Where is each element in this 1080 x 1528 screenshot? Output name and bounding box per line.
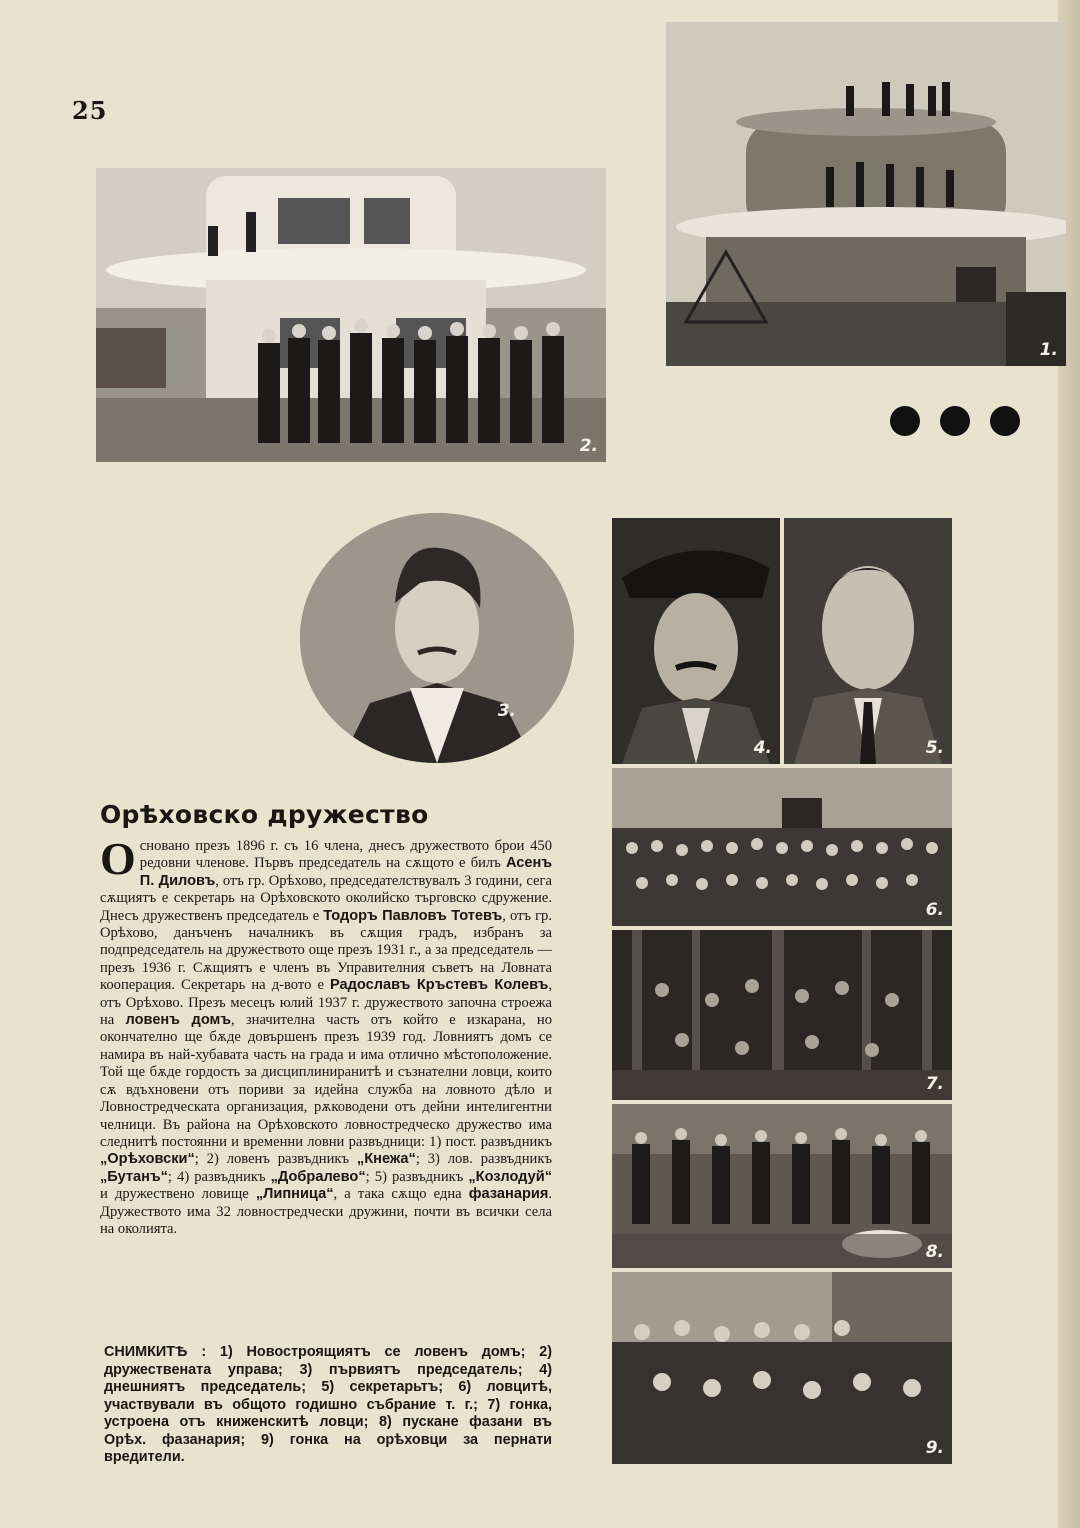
photo-number: 8.: [925, 1242, 944, 1262]
ground-lipnitsa: „Липница“: [255, 1186, 334, 1203]
reserve-kozloduy: „Козлодуй“: [468, 1168, 552, 1185]
photo-number: 6.: [925, 900, 944, 920]
photo-8-pheasant-release: [612, 1104, 952, 1268]
photo-7-hunt-knezha: [612, 930, 952, 1100]
body-text-run: и дружествено ловище: [100, 1186, 256, 1203]
body-text-run: , значителна часть отъ който е изкарана, но окончателно ще бѫде довършенъ презъ 1939 год. Ловниятъ домъ се намира въ най-хубавата часть на града и има отлично мѣстоположение. Той ще бѫде гордость за дисциплиниранитѣ и съзнателни ловци, които сѫ вдъхновени отъ пориви за идейна служба на ловното дѣло и Ловностредческата организация, рѫководени отъ дейни интелигентни челници. Въ района на Орѣховското ловностредческо дружество има следнитѣ постоянни и временни ловни развъдници: 1) пост. развъдникъ: [100, 1012, 552, 1150]
photo-2-association-board: [96, 168, 606, 462]
body-text-run: . Дружеството има 32 ловностредчески дружини, почти въ всички села на околията.: [100, 1186, 552, 1237]
term-pheasantry: фазанария: [468, 1186, 549, 1203]
photo-7-image: [612, 930, 952, 1100]
reserve-orehovski: „Орѣховски“: [100, 1151, 195, 1168]
photo-number: 2.: [579, 436, 598, 456]
photo-4-current-chairman: [612, 518, 780, 764]
reserve-butan: „Бутанъ“: [100, 1168, 168, 1185]
section-divider-dots: [890, 406, 1020, 440]
photo-3-first-chairman: [300, 513, 574, 763]
photo-number: 9.: [925, 1438, 944, 1458]
body-text-run: , отъ Орѣхово. Презъ месецъ юлий 1937 г. дружеството започна строежа на: [100, 977, 552, 1029]
photo-number: 4.: [753, 738, 772, 758]
body-text-run: , а така сѫщо една: [333, 1186, 469, 1203]
photo-2-image: [96, 168, 606, 462]
drop-cap: О: [100, 833, 136, 884]
body-text-run: сновано презъ 1896 г. съ 16 члена, днесъ дружеството брои 450 редовни членове. Първъ председатель на сѫщото е билъ: [139, 838, 552, 872]
term-hunting-lodge: ловенъ домъ: [125, 1012, 231, 1029]
body-text-run: , отъ гр. Орѣхово, данъченъ началникъ въ сѫщия градъ, избранъ за подпредседатель на дружеството още презъ 1931 г., а за председатель — презъ 1936 г. Сѫщиятъ е членъ въ Управителния съветъ на Ловната кооперация. Секретарь на д-вото е: [100, 907, 553, 994]
body-text-run: , отъ гр. Орѣхово, председателствувалъ 3 години, сега сѫщиятъ е секретарь на Орѣховското околийско търговско сдружение. Днесъ дружественъ председатель е: [100, 872, 552, 924]
photo-9-hunt-feathered-pests: [612, 1272, 952, 1464]
photo-9-image: [612, 1272, 952, 1464]
photo-number: 3.: [497, 701, 516, 721]
body-text-run: ; 5) развъдникъ: [365, 1168, 469, 1185]
reserve-dobralevo: „Добралево“: [270, 1168, 366, 1185]
photo-6-image: [612, 768, 952, 926]
body-text-run: ; 4) развъдникъ: [167, 1168, 271, 1185]
photo-5-secretary: [784, 518, 952, 764]
photo-number: 7.: [925, 1074, 944, 1094]
page-number: 25: [72, 96, 108, 125]
name-todor-totev: Тодоръ Павловъ Тотевъ: [323, 907, 503, 924]
name-radoslav-kolev: Радославъ Кръстевъ Колевъ: [330, 977, 549, 994]
article-title: Орѣховско дружество: [100, 800, 429, 829]
photo-6-annual-meeting-hunters: [612, 768, 952, 926]
photo-4-image: [612, 518, 780, 764]
photo-number: 5.: [925, 738, 944, 758]
photo-3-image: [300, 513, 574, 763]
divider-dot: [890, 406, 920, 436]
body-text-run: ; 2) ловенъ развъдникъ: [194, 1151, 357, 1168]
body-text-run: ; 3) лов. развъдникъ: [415, 1151, 552, 1168]
photo-1-hunting-lodge-construction: [666, 22, 1066, 366]
photo-number: 1.: [1039, 340, 1058, 360]
photo-8-image: [612, 1104, 952, 1268]
photo-5-image: [784, 518, 952, 764]
reserve-knezha: „Кнежа“: [356, 1151, 416, 1168]
name-asen-dilov: Асенъ П. Диловъ: [139, 855, 552, 889]
divider-dot: [990, 406, 1020, 436]
divider-dot: [940, 406, 970, 436]
article-body: [100, 833, 553, 1238]
photo-1-image: [666, 22, 1066, 366]
photo-captions: СНИМКИТѢ : 1) Новостроящиятъ се ловенъ домъ; 2) дружествената управа; 3) първиятъ председатель; 4) днешниятъ председатель; 5) секретарьтъ; 6) ловцитѣ, участвували въ общото годишно събрание т. г.; 7) гонка, устроена отъ книженскитѣ ловци; 8) пускане фазани въ Орѣх. фазанария; 9) гонка на орѣховци за пернати вредители.: [104, 1344, 552, 1465]
